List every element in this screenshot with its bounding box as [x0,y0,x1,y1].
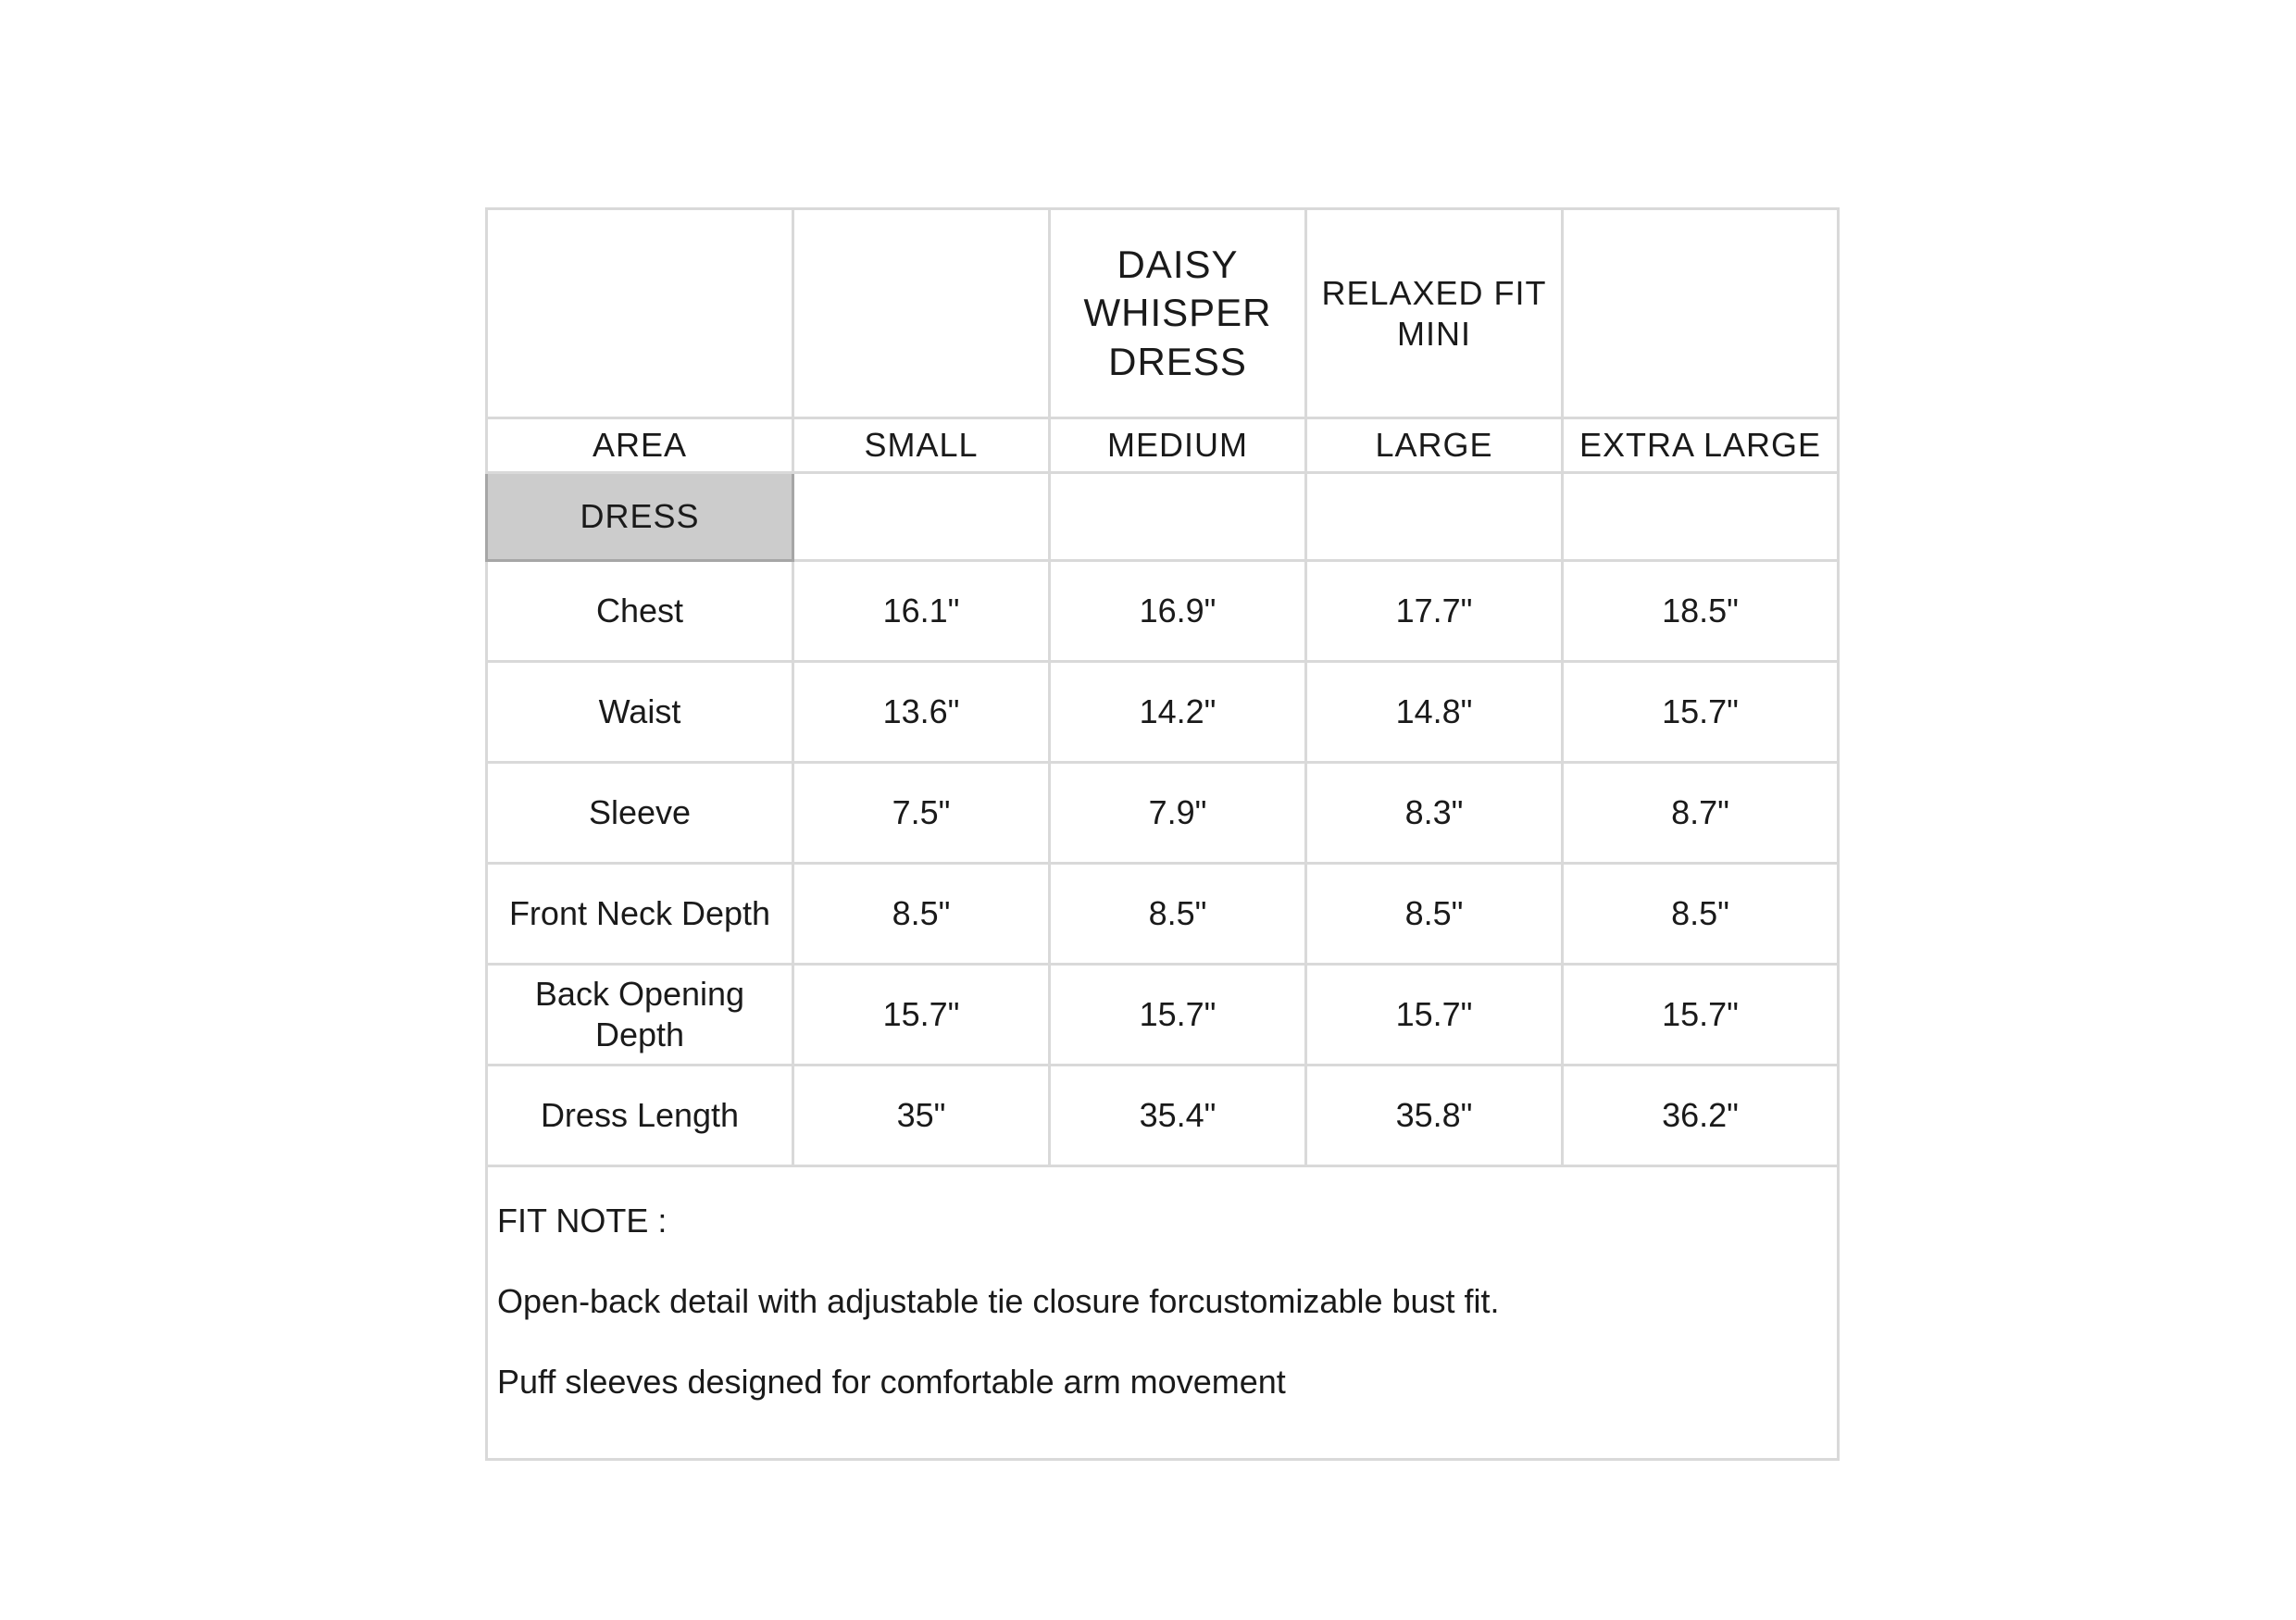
area-chest: Chest [487,561,793,662]
table-row [487,662,1839,763]
size-chart-table [485,207,1840,1461]
title-empty-cell [487,209,793,418]
fit-note-row [487,1166,1839,1460]
value-cell: 15.7" [1306,965,1563,1065]
value-cell: 16.9" [1050,561,1306,662]
area-dress-length: Dress Length [487,1065,793,1166]
value-cell: 35.8" [1306,1065,1563,1166]
header-medium: MEDIUM [1050,418,1306,473]
value-cell: 8.5" [1563,864,1839,965]
table-row [487,561,1839,662]
product-name-cell [1050,209,1306,418]
header-extra-large: EXTRA LARGE [1563,418,1839,473]
title-empty-cell [793,209,1050,418]
table-row [487,763,1839,864]
section-empty-cell [1306,473,1563,561]
title-row [487,209,1839,418]
fit-type-cell [1306,209,1563,418]
area-front-neck-depth: Front Neck Depth [487,864,793,965]
value-cell: 15.7" [1050,965,1306,1065]
fit-note-cell [487,1166,1839,1460]
value-cell: 15.7" [1563,965,1839,1065]
table-row [487,1065,1839,1166]
fit-type: RELAXED FIT MINI [1321,273,1547,353]
header-area: AREA [487,418,793,473]
size-header-row [487,418,1839,473]
value-cell: 16.1" [793,561,1050,662]
area-waist: Waist [487,662,793,763]
value-cell: 7.9" [1050,763,1306,864]
value-cell: 17.7" [1306,561,1563,662]
table-row [487,965,1839,1065]
table-row [487,864,1839,965]
header-large: LARGE [1306,418,1563,473]
area-sleeve: Sleeve [487,763,793,864]
fit-note-line: Open-back detail with adjustable tie closure forcustomizable bust fit. [497,1282,1500,1320]
value-cell: 18.5" [1563,561,1839,662]
value-cell: 13.6" [793,662,1050,763]
value-cell: 35.4" [1050,1065,1306,1166]
value-cell: 36.2" [1563,1065,1839,1166]
section-empty-cell [1050,473,1306,561]
value-cell: 8.3" [1306,763,1563,864]
value-cell: 8.7" [1563,763,1839,864]
fit-note-label: FIT NOTE : [497,1202,668,1240]
value-cell: 15.7" [793,965,1050,1065]
value-cell: 14.8" [1306,662,1563,763]
fit-note-line: Puff sleeves designed for comfortable arm movement [497,1363,1286,1401]
value-cell: 15.7" [1563,662,1839,763]
value-cell: 35" [793,1065,1050,1166]
section-row [487,473,1839,561]
value-cell: 8.5" [1306,864,1563,965]
product-name: DAISY WHISPER DRESS [1083,242,1272,383]
value-cell: 8.5" [1050,864,1306,965]
value-cell: 7.5" [793,763,1050,864]
section-label-dress: DRESS [487,473,793,561]
area-back-opening-depth: Back Opening Depth [487,965,793,1065]
value-cell: 8.5" [793,864,1050,965]
header-small: SMALL [793,418,1050,473]
title-empty-cell [1563,209,1839,418]
value-cell: 14.2" [1050,662,1306,763]
section-empty-cell [793,473,1050,561]
section-empty-cell [1563,473,1839,561]
